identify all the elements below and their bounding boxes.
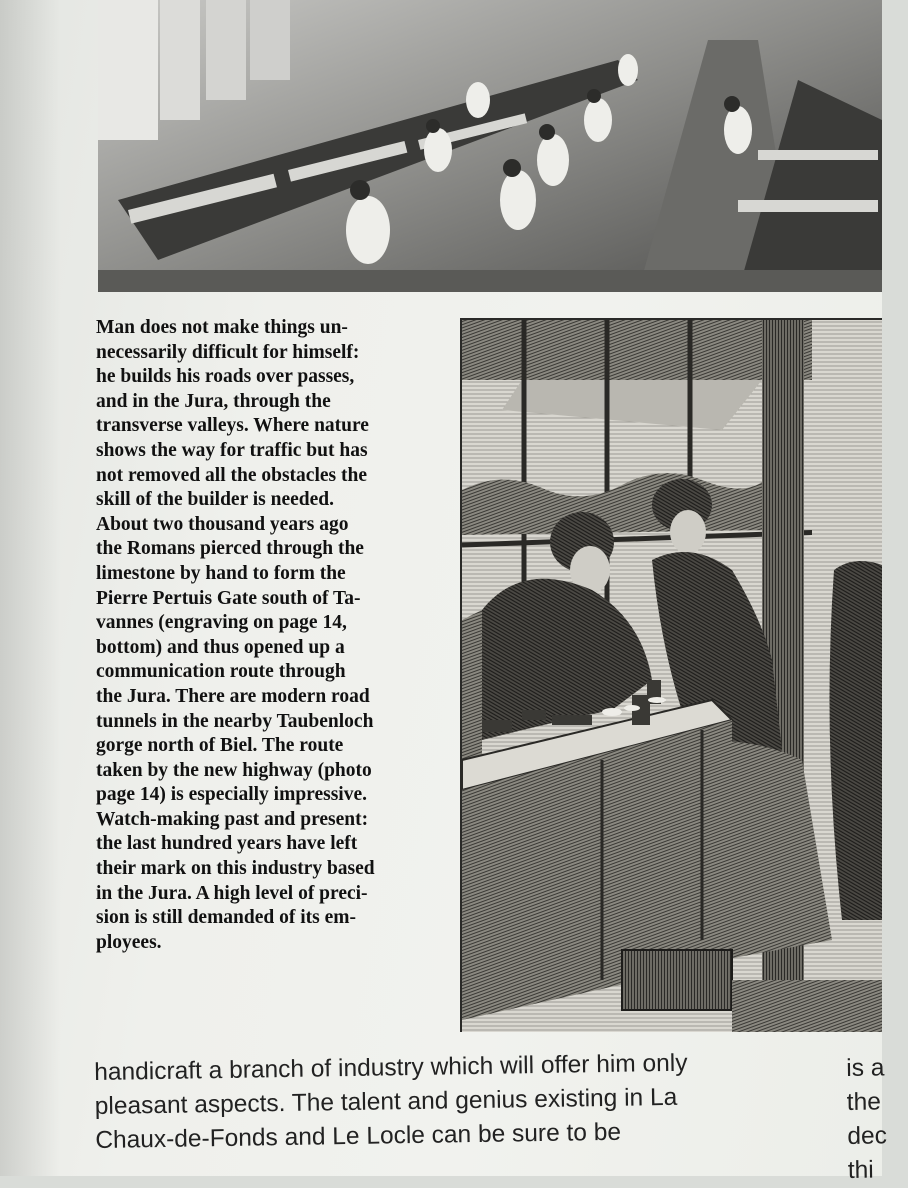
caption-line: Watch-making past and present: <box>96 808 369 830</box>
caption-line: Pierre Pertuis Gate south of Ta- <box>96 587 361 609</box>
body-line: handicraft a branch of industry which will offer him only <box>94 1049 688 1086</box>
caption-line: the Romans pierced through the <box>96 538 364 560</box>
next-column-line: thi <box>847 1156 874 1184</box>
caption-line: skill of the builder is needed. <box>96 489 335 511</box>
caption-line: limestone by hand to form the <box>96 562 346 584</box>
watchmakers-engraving <box>460 318 882 1032</box>
caption-line: communication route through <box>96 661 346 683</box>
caption-line: bottom) and thus opened up a <box>96 636 345 658</box>
caption-line: necessarily difficult for himself: <box>96 341 360 363</box>
caption-line: not removed all the obstacles the <box>96 464 367 486</box>
next-column-line: the <box>846 1088 882 1116</box>
body-line: pleasant aspects. The talent and genius existing in La <box>94 1083 678 1120</box>
caption-line: gorge north of Biel. The route <box>96 735 344 757</box>
caption-line: in the Jura. A high level of preci- <box>96 882 368 904</box>
factory-photo-art <box>98 0 882 292</box>
caption-line: vannes (engraving on page 14, <box>96 612 347 634</box>
caption-line: the Jura. There are modern road <box>96 685 370 707</box>
caption-line: taken by the new highway (photo <box>96 759 372 781</box>
caption-line: the last hundred years have left <box>96 833 358 855</box>
caption-line: their mark on this industry based <box>96 858 375 880</box>
caption-line: ployees. <box>96 931 162 953</box>
caption-line: he builds his roads over passes, <box>96 366 355 388</box>
caption-line: Man does not make things un- <box>96 317 348 338</box>
caption-line: page 14) is especially impressive. <box>96 784 367 806</box>
caption-line: transverse valleys. Where nature <box>96 415 369 437</box>
caption-line: shows the way for traffic but has <box>96 439 368 461</box>
next-column-line: dec <box>847 1122 888 1150</box>
body-text <box>94 1045 812 1158</box>
next-column-text <box>846 1051 908 1188</box>
caption-line: sion is still demanded of its em- <box>96 907 357 929</box>
caption-line: About two thousand years ago <box>96 513 349 535</box>
engraving-art <box>462 320 882 1032</box>
caption-line: and in the Jura, through the <box>96 390 331 412</box>
body-line: Chaux-de-Fonds and Le Locle can be sure to be <box>95 1118 622 1154</box>
next-column-line: is a <box>846 1054 885 1082</box>
image-caption <box>96 316 436 955</box>
caption-line: tunnels in the nearby Taubenloch <box>96 710 374 732</box>
factory-photo <box>98 0 882 292</box>
gutter-shadow <box>0 0 60 1176</box>
